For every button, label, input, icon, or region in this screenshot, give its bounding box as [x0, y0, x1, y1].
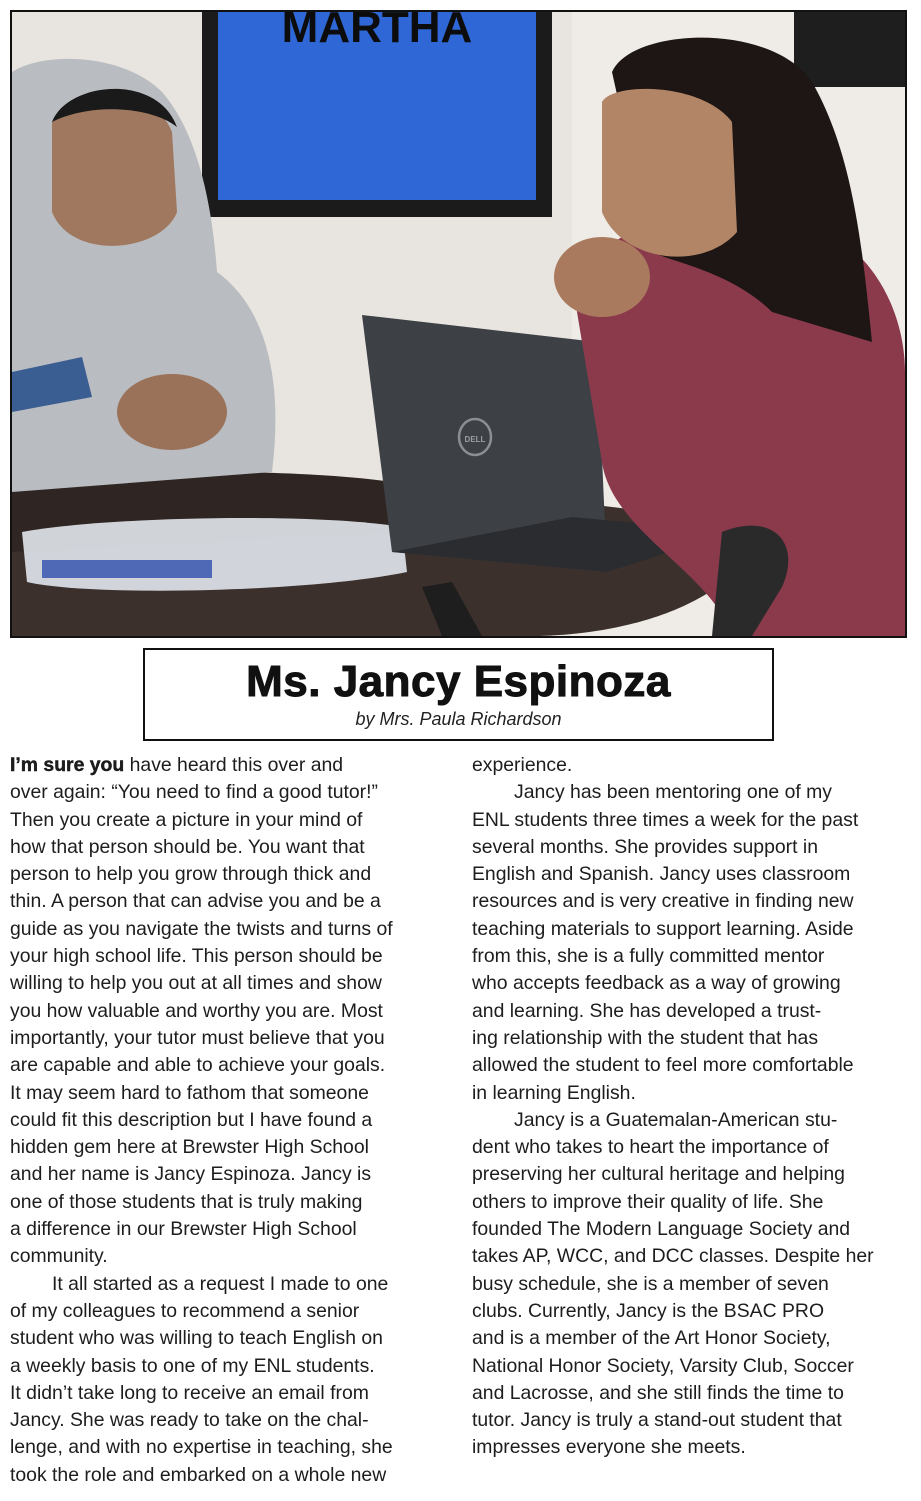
text-line: Jancy has been mentoring one of my [514, 781, 832, 804]
text-line: ENL students three times a week for the past [472, 808, 859, 831]
text-line: National Honor Society, Varsity Club, Soccer [472, 1354, 854, 1377]
article-photo [10, 10, 907, 638]
text-line: It may seem hard to fathom that someone [10, 1081, 369, 1104]
text-line: It all started as a request I made to one [52, 1272, 389, 1295]
text-line: It didn’t take long to receive an email from [10, 1381, 369, 1404]
text-line: preserving her cultural heritage and helping [472, 1163, 845, 1186]
text-line: could fit this description but I have found a [10, 1108, 373, 1131]
headline-box [143, 648, 774, 741]
text-line: who accepts feedback as a way of growing [472, 972, 841, 995]
text-line: a difference in our Brewster High School [10, 1218, 357, 1241]
text-line: how that person should be. You want that [10, 835, 365, 858]
text-line: one of those students that is truly making [10, 1190, 363, 1213]
text-line: and her name is Jancy Espinoza. Jancy is [10, 1163, 372, 1186]
text-line: dent who takes to heart the importance of [472, 1136, 829, 1159]
text-line: allowed the student to feel more comfortable [472, 1054, 854, 1077]
text-line: student who was willing to teach English on [10, 1327, 383, 1350]
article-headline: Ms. Jancy Espinoza [246, 657, 671, 706]
text-line: founded The Modern Language Society and [472, 1218, 851, 1241]
text-line: and is a member of the Art Honor Society, [472, 1327, 831, 1350]
text-line: a weekly basis to one of my ENL students. [10, 1354, 375, 1377]
text-line: Jancy. She was ready to take on the chal- [10, 1409, 369, 1432]
text-line: ing relationship with the student that has [472, 1026, 819, 1049]
text-line: over again: “You need to find a good tutor!” [10, 781, 378, 804]
article-byline: by Mrs. Paula Richardson [355, 709, 562, 729]
lead-in: I’m sure you [10, 754, 125, 776]
text-column-left [10, 752, 450, 1489]
text-line: and Lacrosse, and she still finds the time to [472, 1381, 844, 1404]
text-line: guide as you navigate the twists and turns of [10, 917, 393, 940]
text-line: importantly, your tutor must believe that you [10, 1026, 385, 1049]
text-line: lenge, and with no expertise in teaching, she [10, 1436, 393, 1459]
text-line: others to improve their quality of life. She [472, 1190, 824, 1213]
text-line: teaching materials to support learning. Aside [472, 917, 854, 940]
text-line: your high school life. This person should be [10, 945, 383, 968]
text-line: and learning. She has developed a trust- [472, 999, 822, 1022]
text-line: community. [10, 1245, 108, 1268]
laptop-logo: DELL [464, 435, 486, 444]
text-line: experience. [472, 754, 573, 776]
text-line: tutor. Jancy is truly a stand-out student that [472, 1409, 842, 1432]
text-line: Then you create a picture in your mind of [10, 808, 363, 831]
poster-text: MARTHA [281, 12, 473, 52]
text-line: English and Spanish. Jancy uses classroom [472, 863, 851, 886]
text-line: I’m sure you have heard this over and [10, 754, 344, 776]
text-line: Jancy is a Guatemalan-American stu- [514, 1108, 838, 1131]
text-line: of my colleagues to recommend a senior [10, 1299, 360, 1322]
text-column-right [472, 752, 912, 1462]
text-line: takes AP, WCC, and DCC classes. Despite her [472, 1245, 874, 1268]
text-line: from this, she is a fully committed mentor [472, 945, 825, 968]
text-line: in learning English. [472, 1081, 636, 1104]
photo-illustration [12, 12, 905, 636]
text-line: are capable and able to achieve your goals. [10, 1054, 386, 1077]
text-line: thin. A person that can advise you and be a [10, 890, 381, 913]
text-line: several months. She provides support in [472, 835, 818, 858]
text-line: impresses everyone she meets. [472, 1436, 746, 1459]
text-line: resources and is very creative in finding new [472, 890, 854, 913]
text-line: willing to help you out at all times and show [10, 972, 382, 995]
text-line: hidden gem here at Brewster High School [10, 1136, 369, 1159]
text-line: person to help you grow through thick and [10, 863, 372, 886]
text-line: took the role and embarked on a whole new [10, 1463, 387, 1486]
text-line: busy schedule, she is a member of seven [472, 1272, 829, 1295]
text-line: clubs. Currently, Jancy is the BSAC PRO [472, 1299, 825, 1322]
text-line: you how valuable and worthy you are. Most [10, 999, 383, 1022]
